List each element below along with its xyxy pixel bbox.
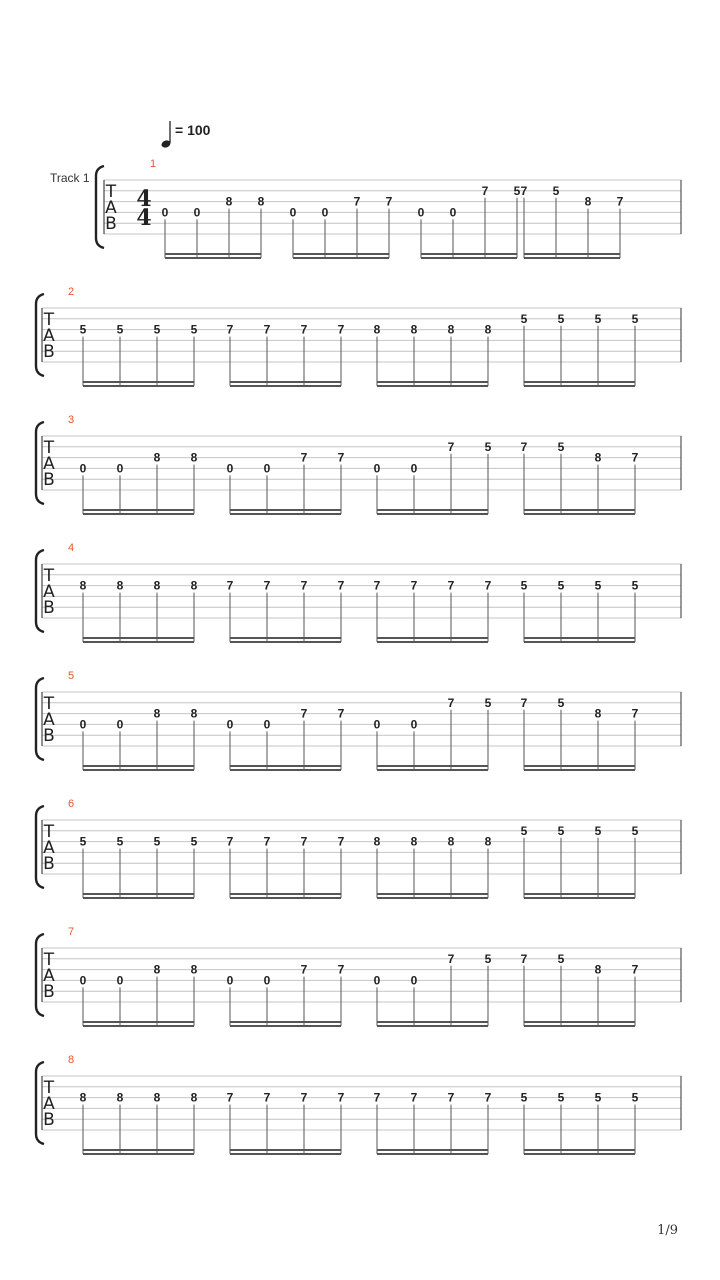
fret-number: 8	[484, 834, 492, 849]
fret-number: 7	[263, 322, 271, 337]
fret-number: 7	[631, 962, 639, 977]
time-signature-bottom: 4	[136, 205, 152, 231]
fret-number: 8	[410, 834, 418, 849]
fret-number: 7	[373, 578, 381, 593]
fret-number: 8	[153, 1090, 161, 1105]
fret-number: 7	[226, 322, 234, 337]
fret-number: 8	[79, 1090, 87, 1105]
tab-letter-t: T	[43, 310, 55, 330]
tempo-value: = 100	[175, 122, 211, 138]
fret-number: 8	[153, 962, 161, 977]
fret-number: 5	[190, 322, 198, 337]
measure-number: 5	[68, 670, 75, 682]
fret-number: 7	[631, 706, 639, 721]
fret-number: 5	[594, 823, 602, 838]
tab-letter-b: B	[43, 1110, 55, 1130]
fret-number: 5	[116, 322, 124, 337]
fret-number: 7	[337, 450, 345, 465]
fret-number: 8	[116, 578, 124, 593]
fret-number: 5	[520, 823, 528, 838]
fret-number: 5	[520, 311, 528, 326]
tab-system-1	[96, 158, 681, 258]
fret-number: 7	[520, 951, 528, 966]
fret-number: 8	[190, 706, 198, 721]
fret-number: 7	[263, 834, 271, 849]
fret-number: 5	[513, 183, 521, 198]
fret-number: 5	[631, 823, 639, 838]
fret-number: 5	[557, 439, 565, 454]
tab-system-5	[36, 670, 681, 770]
tab-system-8	[36, 1054, 681, 1154]
fret-number: 7	[226, 1090, 234, 1105]
tab-letter-t: T	[43, 950, 55, 970]
tab-letter-b: B	[43, 598, 55, 618]
fret-number: 7	[300, 706, 308, 721]
fret-number: 7	[337, 578, 345, 593]
tab-system-6	[36, 798, 681, 898]
fret-number: 0	[79, 717, 87, 732]
fret-number: 5	[190, 834, 198, 849]
fret-number: 0	[417, 205, 425, 220]
fret-number: 5	[520, 578, 528, 593]
fret-number: 8	[190, 450, 198, 465]
fret-number: 0	[226, 973, 234, 988]
fret-number: 8	[153, 706, 161, 721]
fret-number: 0	[410, 973, 418, 988]
tab-system-2	[36, 286, 681, 386]
tab-system-3	[36, 414, 681, 514]
fret-number: 7	[300, 834, 308, 849]
fret-number: 8	[373, 834, 381, 849]
fret-number: 0	[116, 973, 124, 988]
fret-number: 0	[289, 205, 297, 220]
fret-number: 7	[226, 834, 234, 849]
measure-number: 3	[68, 414, 75, 426]
tab-letter-a: A	[43, 966, 55, 986]
fret-number: 0	[263, 717, 271, 732]
tab-letter-b: B	[43, 470, 55, 490]
tab-letter-a: A	[43, 582, 55, 602]
track-name: Track 1	[50, 171, 90, 185]
measure-number: 8	[68, 1054, 75, 1066]
tab-letter-t: T	[43, 1078, 55, 1098]
fret-number: 0	[263, 461, 271, 476]
fret-number: 0	[263, 973, 271, 988]
measure-number: 7	[68, 926, 75, 938]
fret-number: 7	[337, 1090, 345, 1105]
tab-letter-a: A	[43, 1094, 55, 1114]
fret-number: 0	[193, 205, 201, 220]
fret-number: 8	[190, 962, 198, 977]
fret-number: 5	[557, 951, 565, 966]
fret-number: 7	[520, 695, 528, 710]
fret-number: 7	[337, 322, 345, 337]
fret-number: 0	[226, 461, 234, 476]
fret-number: 7	[447, 439, 455, 454]
measure-number: 4	[68, 542, 75, 554]
fret-number: 5	[153, 834, 161, 849]
fret-number: 7	[337, 962, 345, 977]
tempo-marking	[161, 121, 211, 149]
system-bracket	[96, 166, 104, 248]
tab-letter-t: T	[105, 182, 117, 202]
fret-number: 7	[337, 706, 345, 721]
fret-number: 8	[153, 578, 161, 593]
fret-number: 7	[353, 194, 361, 209]
fret-number: 5	[520, 1090, 528, 1105]
fret-number: 7	[447, 578, 455, 593]
fret-number: 7	[447, 951, 455, 966]
tab-letter-b: B	[105, 214, 117, 234]
tab-letter-t: T	[43, 822, 55, 842]
fret-number: 7	[616, 194, 624, 209]
tab-letter-t: T	[43, 566, 55, 586]
fret-number: 5	[557, 695, 565, 710]
fret-number: 7	[300, 322, 308, 337]
fret-number: 7	[410, 1090, 418, 1105]
page-number: 1/9	[657, 1223, 678, 1238]
fret-number: 7	[300, 962, 308, 977]
fret-number: 0	[373, 717, 381, 732]
fret-number: 0	[116, 717, 124, 732]
fret-number: 8	[484, 322, 492, 337]
fret-number: 0	[116, 461, 124, 476]
fret-number: 8	[153, 450, 161, 465]
fret-number: 8	[584, 194, 592, 209]
fret-number: 5	[557, 1090, 565, 1105]
tab-letter-t: T	[43, 694, 55, 714]
tab-system-4	[36, 542, 681, 642]
fret-number: 0	[373, 461, 381, 476]
fret-number: 0	[161, 205, 169, 220]
fret-number: 5	[557, 823, 565, 838]
tab-letter-a: A	[43, 454, 55, 474]
fret-number: 8	[447, 834, 455, 849]
fret-number: 8	[190, 578, 198, 593]
measure-number: 6	[68, 798, 75, 810]
tab-letter-t: T	[43, 438, 55, 458]
fret-number: 5	[594, 1090, 602, 1105]
fret-number: 0	[410, 461, 418, 476]
fret-number: 5	[557, 311, 565, 326]
fret-number: 5	[79, 834, 87, 849]
fret-number: 8	[594, 706, 602, 721]
fret-number: 5	[631, 1090, 639, 1105]
fret-number: 7	[484, 1090, 492, 1105]
fret-number: 7	[300, 578, 308, 593]
tab-letter-a: A	[43, 838, 55, 858]
fret-number: 5	[557, 578, 565, 593]
tab-letter-a: A	[105, 198, 117, 218]
tab-system-7	[36, 926, 681, 1026]
tab-letter-a: A	[43, 326, 55, 346]
fret-number: 7	[520, 183, 528, 198]
fret-number: 5	[484, 439, 492, 454]
fret-number: 7	[410, 578, 418, 593]
fret-number: 5	[484, 695, 492, 710]
fret-number: 8	[373, 322, 381, 337]
fret-number: 7	[226, 578, 234, 593]
fret-number: 5	[594, 311, 602, 326]
fret-number: 7	[631, 450, 639, 465]
tab-systems	[36, 158, 681, 1154]
fret-number: 7	[481, 183, 489, 198]
tab-letter-b: B	[43, 982, 55, 1002]
fret-number: 5	[631, 311, 639, 326]
fret-number: 5	[116, 834, 124, 849]
fret-number: 7	[263, 1090, 271, 1105]
fret-number: 8	[225, 194, 233, 209]
fret-number: 7	[484, 578, 492, 593]
tab-letter-b: B	[43, 726, 55, 746]
fret-number: 7	[520, 439, 528, 454]
tab-letter-a: A	[43, 710, 55, 730]
fret-number: 0	[373, 973, 381, 988]
fret-number: 8	[116, 1090, 124, 1105]
fret-number: 8	[410, 322, 418, 337]
fret-number: 0	[79, 461, 87, 476]
fret-number: 5	[79, 322, 87, 337]
measure-number: 1	[150, 158, 157, 170]
fret-number: 5	[153, 322, 161, 337]
fret-number: 7	[373, 1090, 381, 1105]
fret-number: 7	[447, 695, 455, 710]
fret-number: 7	[300, 1090, 308, 1105]
fret-number: 5	[484, 951, 492, 966]
tab-letter-b: B	[43, 854, 55, 874]
fret-number: 0	[449, 205, 457, 220]
time-signature-top: 4	[136, 186, 152, 212]
measure-number: 2	[68, 286, 75, 298]
fret-number: 7	[337, 834, 345, 849]
fret-number: 0	[79, 973, 87, 988]
fret-number: 8	[594, 962, 602, 977]
fret-number: 8	[190, 1090, 198, 1105]
fret-number: 0	[321, 205, 329, 220]
fret-number: 0	[410, 717, 418, 732]
fret-number: 8	[257, 194, 265, 209]
fret-number: 5	[631, 578, 639, 593]
fret-number: 5	[594, 578, 602, 593]
fret-number: 7	[385, 194, 393, 209]
fret-number: 5	[552, 183, 560, 198]
fret-number: 7	[300, 450, 308, 465]
fret-number: 7	[263, 578, 271, 593]
fret-number: 8	[594, 450, 602, 465]
fret-number: 8	[79, 578, 87, 593]
fret-number: 7	[447, 1090, 455, 1105]
tab-letter-b: B	[43, 342, 55, 362]
fret-number: 0	[226, 717, 234, 732]
fret-number: 8	[447, 322, 455, 337]
